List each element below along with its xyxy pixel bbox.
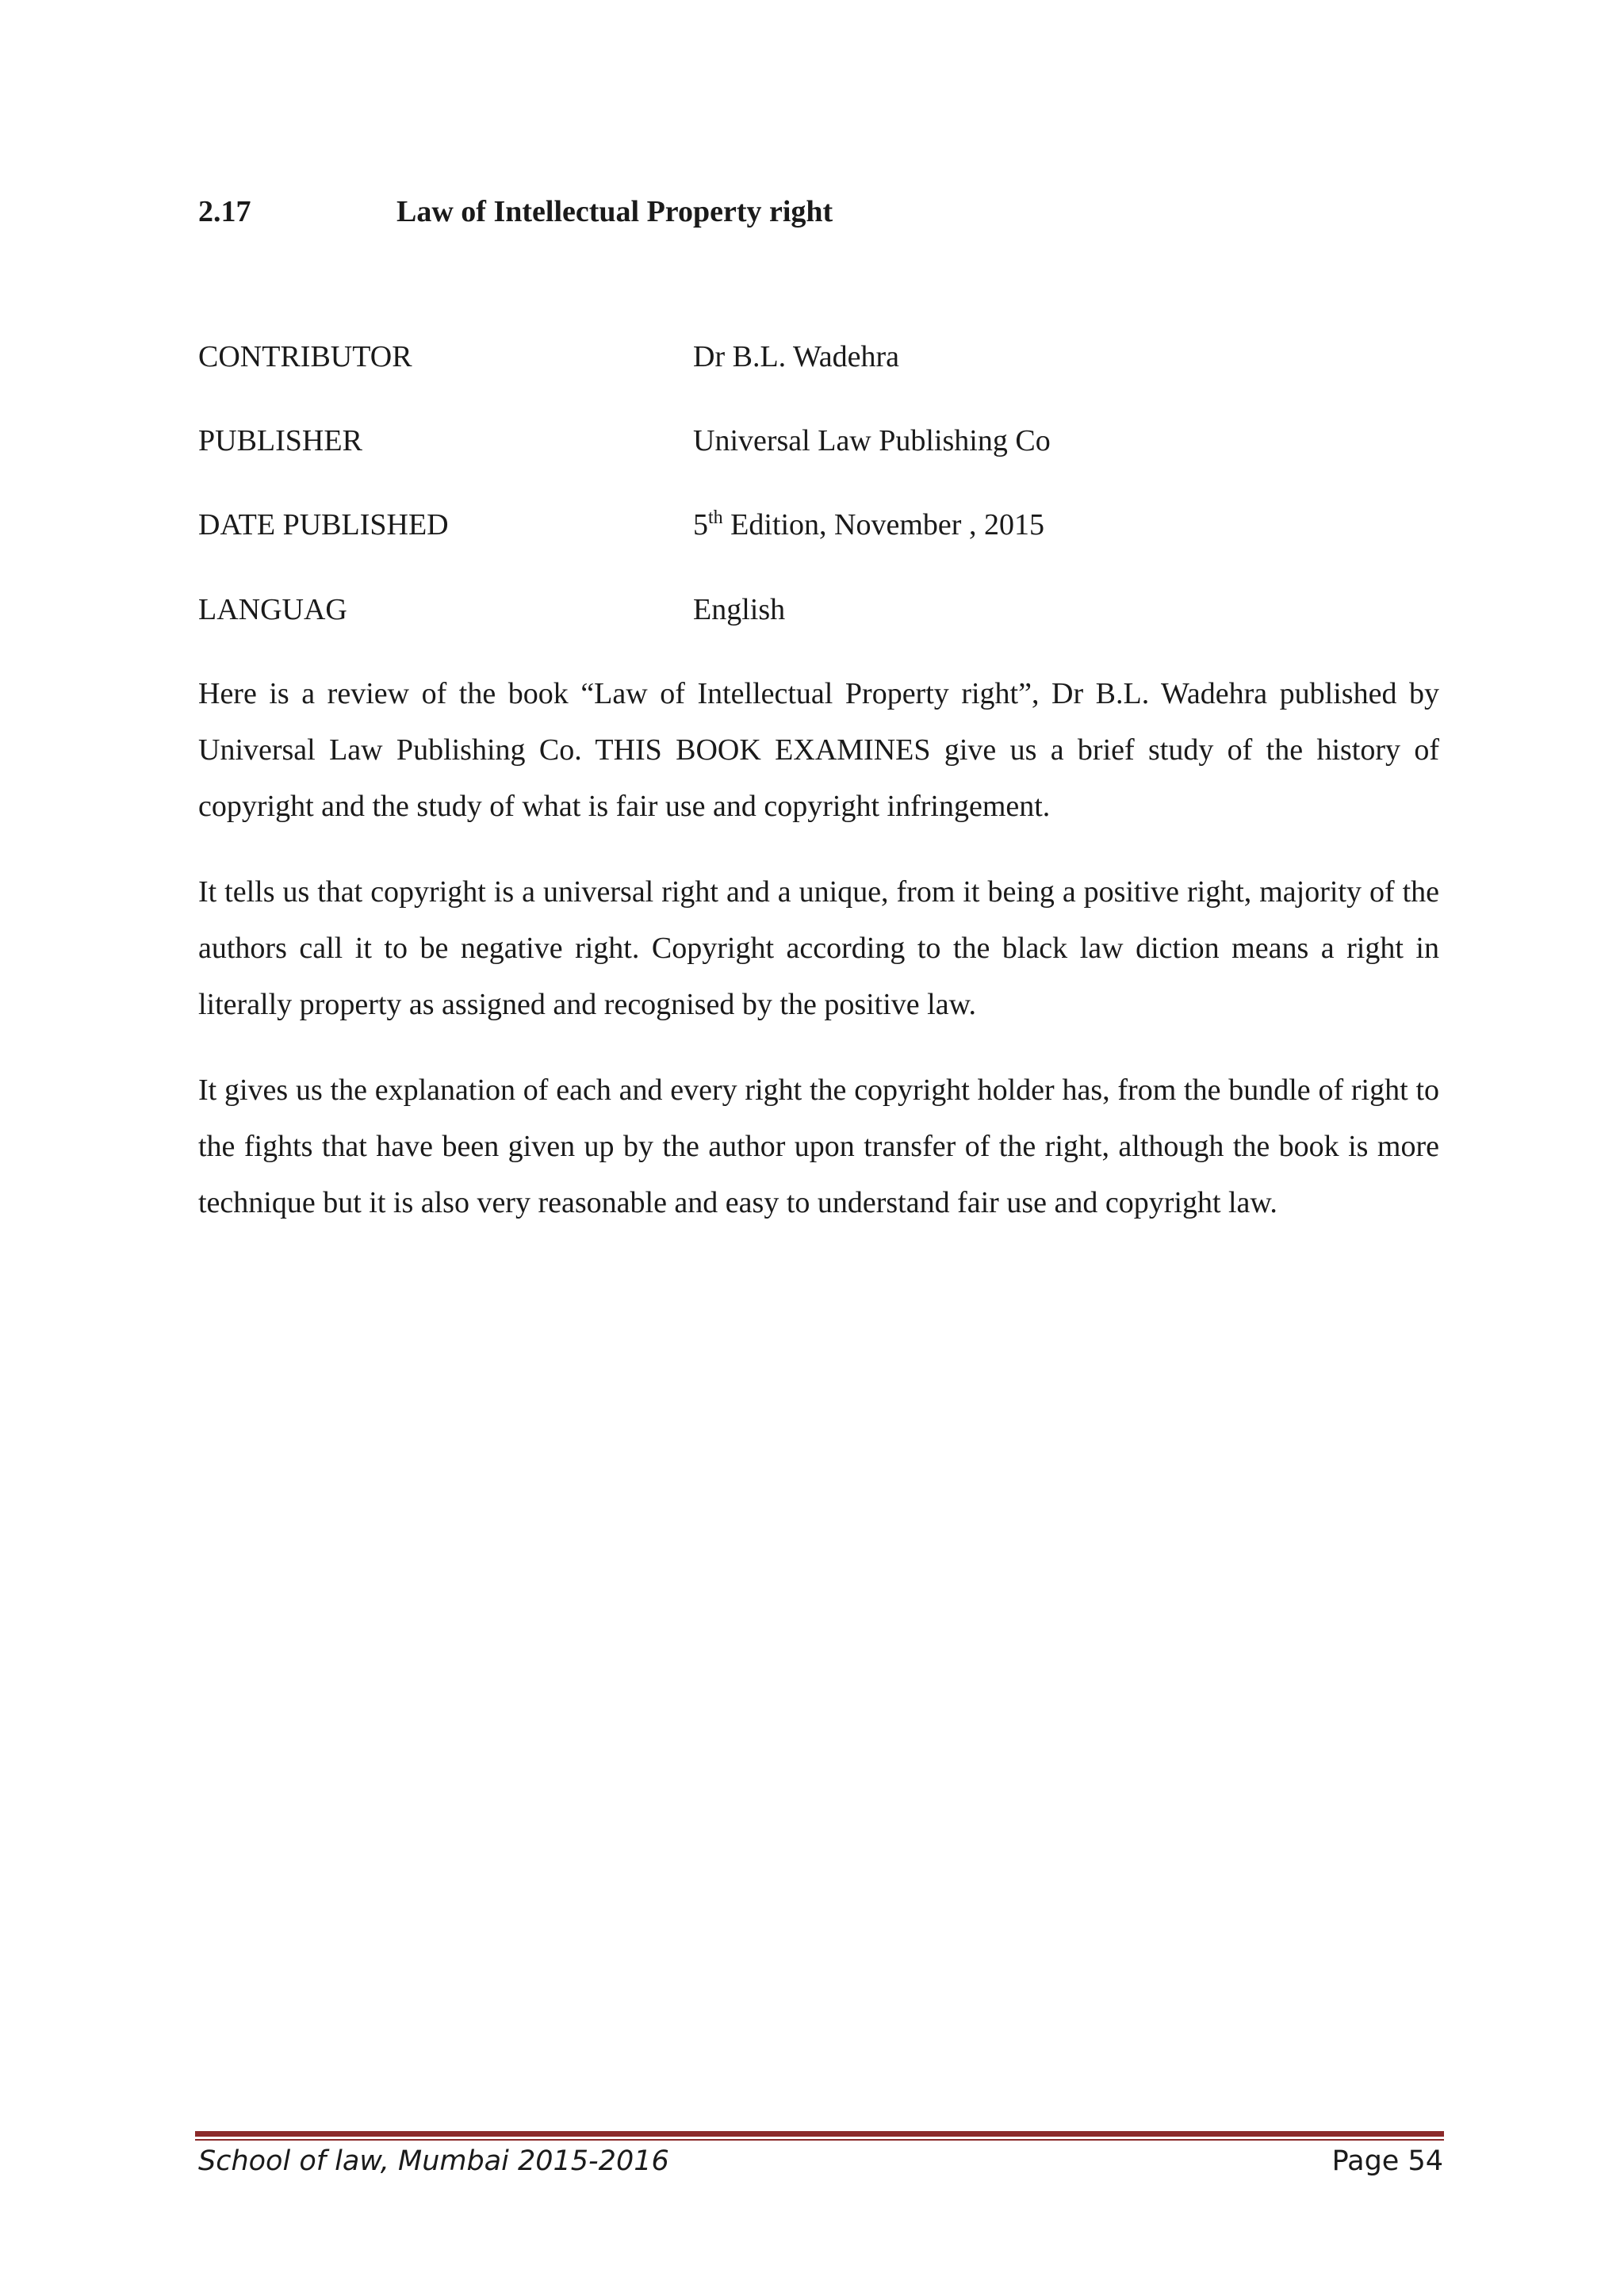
footer-rule xyxy=(195,2131,1444,2137)
page-number: Page 54 xyxy=(1331,2145,1443,2177)
edition-number: 5 xyxy=(693,508,708,541)
date-published-value xyxy=(693,508,1044,541)
contributor-value: Dr B.L. Wadehra xyxy=(693,340,900,373)
section-title: Law of Intellectual Property right xyxy=(396,195,833,228)
meta-row-contributor xyxy=(198,339,899,374)
publisher-value: Universal Law Publishing Co xyxy=(693,424,1051,457)
meta-row-date-published xyxy=(198,507,1044,542)
edition-date: Edition, November , 2015 xyxy=(722,508,1044,541)
edition-suffix: th xyxy=(708,507,723,528)
review-paragraph-2: It tells us that copyright is a universal right and a unique, from it being a positive right, majority of the authors call it to be negative right. Copyright according to the black law diction means a right in literally property as assigned and recognised by the positive law. xyxy=(198,875,1439,1021)
publisher-label: PUBLISHER xyxy=(198,424,362,457)
meta-row-language xyxy=(198,592,785,627)
meta-row-publisher xyxy=(198,423,1051,458)
section-heading xyxy=(198,194,833,229)
footer-rule-thin xyxy=(195,2139,1444,2141)
language-label: LANGUAG xyxy=(198,593,347,626)
date-published-label: DATE PUBLISHED xyxy=(198,508,449,541)
footer-school-name: School of law, Mumbai 2015-2016 xyxy=(198,2145,669,2177)
contributor-label: CONTRIBUTOR xyxy=(198,340,412,373)
section-number: 2.17 xyxy=(198,195,251,228)
review-paragraph-3: It gives us the explanation of each and every right the copyright holder has, from the bundle of right to the fights that have been given up by the author upon transfer of the right, although the book is more technique but it is also very reasonable and easy to understand fair use and copyright law. xyxy=(198,1073,1439,1219)
language-value: English xyxy=(693,593,786,626)
review-paragraph-1: Here is a review of the book “Law of Intellectual Property right”, Dr B.L. Wadehra published by Universal Law Publishing Co. THIS BOOK EXAMINES give us a brief study of the history of copyright and the study of what is fair use and copyright infringement. xyxy=(198,677,1439,823)
